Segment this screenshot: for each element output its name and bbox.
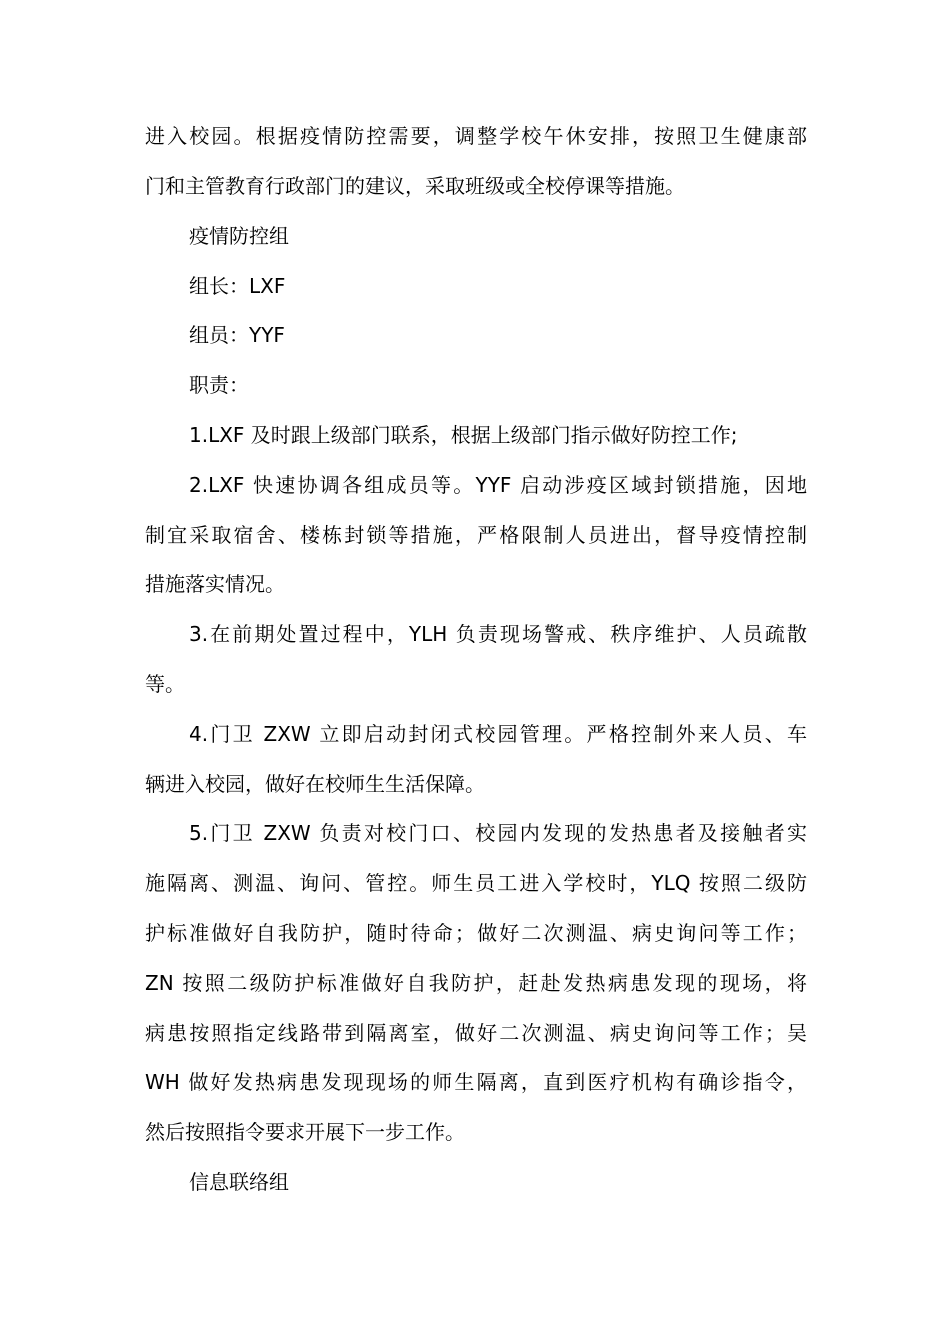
- duty-item-2-line-1: 2.LXF 快速协调各组成员等。YYF 启动涉疫区域封锁措施，因地: [189, 473, 807, 497]
- duty-item-5-line-7: 然后按照指令要求开展下一步工作。: [145, 1120, 465, 1144]
- duty-item-2-line-2: 制宜采取宿舍、楼栋封锁等措施，严格限制人员进出，督导疫情控制: [145, 523, 807, 547]
- duty-item-2-line-3: 措施落实情况。: [145, 572, 285, 596]
- duty-item-3-line-1: 3.在前期处置过程中，YLH 负责现场警戒、秩序维护、人员疏散: [189, 622, 807, 646]
- duty-item-3-line-2: 等。: [145, 672, 185, 696]
- duty-item-5-line-5: 病患按照指定线路带到隔离室，做好二次测温、病史询问等工作；吴: [145, 1021, 807, 1045]
- duty-item-5-line-2: 施隔离、测温、询问、管控。师生员工进入学校时，YLQ 按照二级防: [145, 871, 807, 895]
- duty-item-5-line-1: 5.门卫 ZXW 负责对校门口、校园内发现的发热患者及接触者实: [189, 821, 807, 845]
- duty-item-1: 1.LXF 及时跟上级部门联系，根据上级部门指示做好防控工作;: [189, 423, 738, 447]
- duty-item-4-line-2: 辆进入校园，做好在校师生生活保障。: [145, 772, 485, 796]
- text-line-1: 进入校园。根据疫情防控需要，调整学校午休安排，按照卫生健康部: [145, 124, 807, 148]
- duty-item-4-line-1: 4.门卫 ZXW 立即启动封闭式校园管理。严格控制外来人员、车: [189, 722, 807, 746]
- group-member: 组员：YYF: [189, 323, 285, 347]
- text-line-2: 门和主管教育行政部门的建议，采取班级或全校停课等措施。: [145, 174, 685, 198]
- duty-item-5-line-6: WH 做好发热病患发现现场的师生隔离，直到医疗机构有确诊指令，: [145, 1070, 807, 1094]
- duty-item-5-line-3: 护标准做好自我防护，随时待命；做好二次测温、病史询问等工作；: [145, 921, 807, 945]
- group-leader: 组长：LXF: [189, 274, 286, 298]
- duty-item-5-line-4: ZN 按照二级防护标准做好自我防护，赶赴发热病患发现的现场，将: [145, 971, 807, 995]
- section-heading-epidemic-control: 疫情防控组: [189, 224, 289, 248]
- duties-label: 职责：: [189, 373, 249, 397]
- section-heading-info-liaison: 信息联络组: [189, 1170, 289, 1194]
